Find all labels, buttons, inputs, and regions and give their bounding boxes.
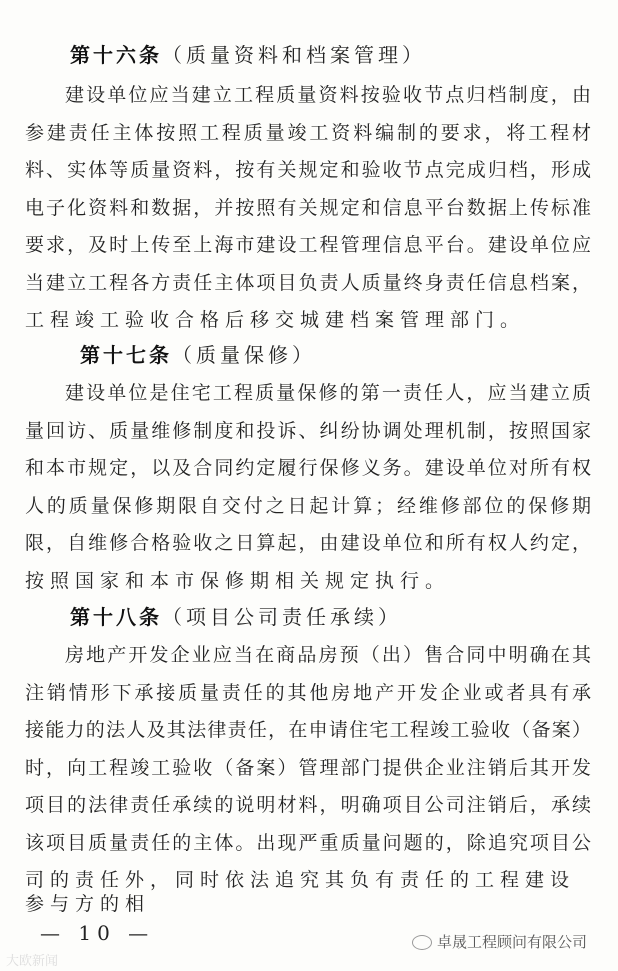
article-title: （项目公司责任承续） (162, 605, 402, 629)
paragraph-line: 注销情形下承接质量责任的其他房地产开发企业或者具有承 (25, 681, 591, 704)
watermark-text: 卓晟工程顾问有限公司 (437, 933, 588, 951)
paragraph-line: 按照国家和本市保修期相关规定执行。 (25, 569, 451, 592)
paragraph-line: 司的责任外，同时依法追究其负有责任的工程建设参与方的相 (25, 869, 576, 915)
paragraph-line: 电子化资料和数据，并按照有关规定和信息平台数据上传标准 (25, 196, 591, 219)
article-title: （质量资料和档案管理） (162, 43, 426, 67)
paragraph-line: 建设单位是住宅工程质量保修的第一责任人，应当建立质 (65, 382, 591, 404)
paragraph-line: 要求，及时上传至上海市建设工程管理信息平台。建设单位应 (25, 234, 591, 256)
article-heading (70, 605, 570, 629)
paragraph-line: 接能力的法人及其法律责任，在申请住宅工程竣工验收（备案） (25, 719, 591, 741)
article-heading (80, 343, 580, 367)
paragraph-line: 当建立工程各方责任主体项目负责人质量终身责任信息档案， (25, 271, 591, 294)
paragraph-line: 该项目质量责任的主体。出现严重质量问题的，除追究项目公 (25, 831, 591, 854)
article-title: （质量保修） (172, 343, 316, 367)
paragraph-line: 料、实体等质量资料，按有关规定和验收节点完成归档，形成 (25, 159, 591, 181)
paragraph-line: 房地产开发企业应当在商品房预（出）售合同中明确在其 (65, 644, 591, 666)
article-number: 第十六条 (70, 43, 162, 67)
article-number: 第十七条 (80, 343, 172, 367)
watermark-wechat (412, 931, 612, 952)
paragraph-line: 量回访、质量维修制度和投诉、纠纷协调处理机制，按照国家 (25, 419, 591, 442)
paragraph-line: 项目的法律责任承续的说明材料，明确项目公司注销后，承续 (25, 794, 591, 816)
watermark-logo: 大欧新闻 (6, 954, 59, 969)
paragraph-line: 工程竣工验收合格后移交城建档案管理部门。 (25, 309, 526, 331)
paragraph-line: 和本市规定，以及合同约定履行保修义务。建设单位对所有权 (25, 457, 591, 479)
wechat-icon (412, 935, 432, 950)
article-heading (70, 43, 570, 67)
paragraph-line: 参建责任主体按照工程质量竣工资料编制的要求，将工程材 (25, 121, 591, 144)
paragraph-line: 限，自维修合格验收之日算起，由建设单位和所有权人约定， (25, 532, 591, 554)
paragraph-line: 建设单位应当建立工程质量资料按验收节点归档制度，由 (65, 84, 591, 106)
paragraph-line: 时，向工程竣工验收（备案）管理部门提供企业注销后其开发 (25, 756, 591, 779)
page-number: — 10 — (40, 921, 155, 945)
paragraph-line: 人的质量保修期限自交付之日起计算；经维修部位的保修期 (25, 494, 591, 517)
article-number: 第十八条 (70, 605, 162, 629)
